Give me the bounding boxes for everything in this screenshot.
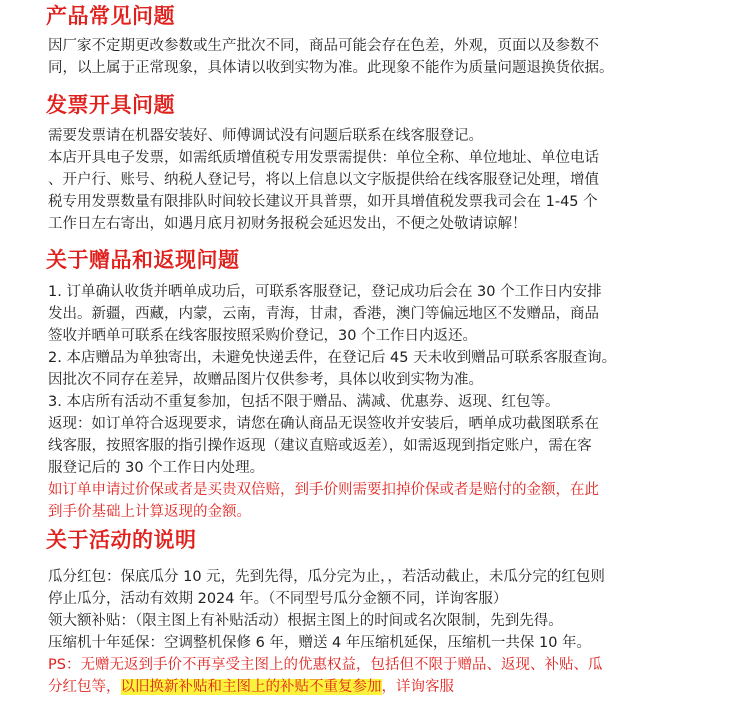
text-line: 、开户行、账号、纳税人登记号，将以上信息以文字版提供给在线客服登记处理，增值 <box>48 172 599 188</box>
ps-note <box>48 676 710 698</box>
text-line: 因厂家不定期更改参数或生产批次不同，商品可能会存在色差，外观，页面以及参数不 <box>48 38 599 54</box>
product-faq-text <box>48 35 710 79</box>
activities-text <box>48 566 710 698</box>
text-line: 2. 本店赠品为单独寄出，未避免快递丢件，在登记后 45 天未收到赠品可联系客服查询。 <box>48 350 617 366</box>
text-line: 需要发票请在机器安装好、师傅调试没有问题后联系在线客服登记。 <box>48 128 483 144</box>
text-line: 因批次不同存在差异，故赠品图片仅供参考，具体以收到实物为准。 <box>48 372 483 388</box>
text-line: 线客服，按照客服的指引操作返现（建议直赔或返差），如需返现到指定账户，需在客 <box>48 438 592 454</box>
gifts-cashback-text <box>48 281 710 523</box>
ps-note-part: 分红包等， <box>48 679 121 695</box>
text-line: 瓜分红包：保底瓜分 10 元，先到先得，瓜分完为止，，若活动截止，未瓜分完的红包则 <box>48 569 605 585</box>
text-line: 本店开具电子发票，如需纸质增值税专用发票需提供：单位全称、单位地址、单位电话 <box>48 150 599 166</box>
text-line: 停止瓜分，活动有效期 2024 年。（不同型号瓜分金额不同，详询客服） <box>48 591 508 607</box>
section-title-gifts-cashback: 关于赠品和返现问题 <box>46 248 240 272</box>
ps-note: PS：无赠无返到手价不再享受主图上的优惠权益，包括但不限于赠品、返现、补贴、瓜 <box>48 657 603 673</box>
text-line: 服登记后的 30 个工作日内处理。 <box>48 460 265 476</box>
text-line: 压缩机十年延保：空调整机保修 6 年，赠送 4 年压缩机延保，压缩机一共保 10 年。 <box>48 635 592 651</box>
text-line: 3. 本店所有活动不重复参加，包括不限于赠品、满减、优惠券、返现、红包等。 <box>48 394 560 410</box>
ps-note-part: ，详询客服 <box>381 679 454 695</box>
text-line: 领大额补贴：（限主图上有补贴活动）根据主图上的时间或名次限制，先到先得。 <box>48 613 563 629</box>
section-title-product-faq: 产品常见问题 <box>46 4 175 28</box>
text-line: 同，以上属于正常现象，具体请以收到实物为准。此现象不能作为质量问题退换货依据。 <box>48 60 614 76</box>
section-title-invoice: 发票开具问题 <box>46 93 175 117</box>
text-line: 发出。新疆，西藏，内蒙，云南，青海，甘肃，香港，澳门等偏远地区不发赠品，商品 <box>48 306 599 322</box>
price-protection-note: 如订单申请过价保或者是买贵双倍赔，到手价则需要扣掉价保或者是赔付的金额，在此 <box>48 482 599 498</box>
text-line: 返现：如订单符合返现要求，请您在确认商品无误签收并安装后，晒单成功截图联系在 <box>48 416 599 432</box>
text-line: 1. 订单确认收货并晒单成功后，可联系客服登记，登记成功后会在 30 个工作日内安排 <box>48 284 602 300</box>
text-line: 税专用发票数量有限排队时间较长建议开具普票，如开具增值税发票我司会在 1-45 个 <box>48 194 598 210</box>
text-line: 工作日左右寄出，如遇月底月初财务报税会延迟发出，不便之处敬请谅解！ <box>48 216 527 232</box>
section-title-activities: 关于活动的说明 <box>46 528 197 552</box>
invoice-text <box>48 125 710 235</box>
text-line: 签收并晒单可联系在线客服按照采购价登记，30 个工作日内返还。 <box>48 328 478 344</box>
price-protection-note: 到手价基础上计算返现的金额。 <box>48 504 251 520</box>
highlighted-note: 以旧换新补贴和主图上的补贴不重复参加 <box>120 679 382 695</box>
